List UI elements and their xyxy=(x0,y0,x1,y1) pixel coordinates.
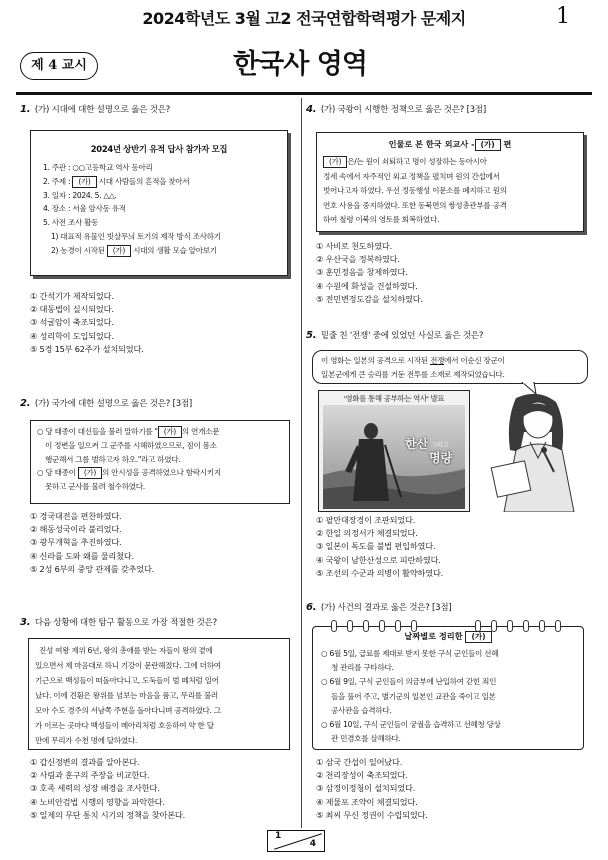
blank-ga: (가) xyxy=(107,245,131,257)
question-text: 다음 상황에 대한 탐구 활동으로 가장 적절한 것은? xyxy=(34,618,217,628)
poster-line: 2) 농경이 시작된 (가) 시대의 생활 모습 알아보기 xyxy=(51,245,217,255)
question-number: 1. xyxy=(20,104,31,115)
movie-title-1: 한산 xyxy=(405,437,429,451)
movie-title-2: 그리고 xyxy=(431,442,449,449)
note-line: 들을 풀어 주고, 별기군의 일본인 교관을 죽이고 일본 xyxy=(331,691,496,701)
option-4[interactable]: ④ 신라를 도와 왜를 물리쳤다. xyxy=(30,550,134,561)
option-5[interactable]: ⑤ 일제의 무단 통치 시기의 정책을 찾아본다. xyxy=(30,809,186,820)
bubble-line: 이 영화는 일본의 공격으로 시작된 전쟁에서 이순신 장군이 xyxy=(321,356,505,365)
source-line: 있으면서 제 마음대로 하니 기강이 문란해졌다. 그에 더하여 xyxy=(35,661,221,670)
column-divider xyxy=(301,98,302,828)
speech-bubble xyxy=(312,350,588,384)
option-5[interactable]: ⑤ 최씨 무신 정권이 수립되었다. xyxy=(316,809,428,820)
question-number: 6. xyxy=(306,602,317,613)
poster-line: 3. 일자 : 2024. 5. △△. xyxy=(43,190,117,200)
bubble-line: 일본군에게 큰 승리를 거둔 전투를 소재로 제작되었습니다. xyxy=(321,369,505,379)
q2-source-box xyxy=(30,420,290,504)
q3-options xyxy=(30,756,185,822)
option-5[interactable]: ⑤ 2성 6부의 중앙 관제를 갖추었다. xyxy=(30,563,155,574)
q5-options xyxy=(316,514,443,580)
q2-options xyxy=(30,510,154,576)
question-2 xyxy=(20,398,192,410)
option-3[interactable]: ③ 석굴암이 축조되었다. xyxy=(30,317,114,328)
blank-ga: (가) xyxy=(158,426,182,438)
question-text: (가) 시대에 대한 설명으로 옳은 것은? xyxy=(34,105,171,115)
source-line: ○ 당 태종이 대신들을 불러 말하기를 " (가) 의 연개소문 xyxy=(37,427,220,436)
option-3[interactable]: ③ 삼정이정청이 설치되었다. xyxy=(316,783,416,794)
option-1[interactable]: ① 삼국 간섭이 일어났다. xyxy=(316,757,403,767)
note-title: 날짜별로 정리한 (가) xyxy=(313,631,583,643)
option-4[interactable]: ④ 제물포 조약이 체결되었다. xyxy=(316,796,418,807)
poster-title: 2024년 상반기 유적 답사 참가자 모집 xyxy=(90,144,228,154)
box-title: 인물로 본 한국 외교사 - (가) 편 xyxy=(388,139,512,149)
option-5[interactable]: ⑤ 5경 15부 62주가 설치되었다. xyxy=(30,343,144,354)
q1-poster-box xyxy=(30,130,288,276)
header-divider xyxy=(16,92,592,95)
blank-ga: (가) xyxy=(465,631,491,643)
question-1 xyxy=(20,104,170,116)
text-line: 벗어나고자 하였다. 우선 정동행성 이문소를 폐지하고 원의 xyxy=(323,186,507,195)
question-3 xyxy=(20,617,217,629)
text-line: 정세 속에서 자주적인 외교 정책을 펼치며 원의 간섭에서 xyxy=(323,171,500,181)
poster-line: 1) 대표적 유물인 빗살무늬 토기의 제작 방식 조사하기 xyxy=(51,231,221,241)
source-line: 못하고 군사를 물려 철수하였다. xyxy=(45,482,145,492)
total-pages: 4 xyxy=(309,839,316,849)
source-line: 이 정변을 일으켜 그 군주를 시해하였으므로, 짐이 몸소 xyxy=(45,440,217,450)
option-1[interactable]: ① 경국대전을 편찬하였다. xyxy=(30,511,122,521)
q6-spiral-note xyxy=(312,626,584,750)
option-2[interactable]: ② 사림과 훈구의 주장을 비교한다. xyxy=(30,770,150,781)
underlined-war: 전쟁 xyxy=(430,356,445,365)
question-4 xyxy=(306,104,486,116)
question-text: 밑줄 친 '전쟁' 중에 있었던 사실로 옳은 것은? xyxy=(320,331,484,341)
q4-text-box xyxy=(316,132,584,232)
option-2[interactable]: ② 해동성국이라 불리었다. xyxy=(30,524,122,535)
question-number: 4. xyxy=(306,104,317,115)
note-line: ○ 6월 10일, 구식 군인들이 궁궐을 습격하고 선혜청 당상 xyxy=(321,720,501,730)
source-line: 행군해서 그를 벌하고자 하오."라고 하였다. xyxy=(45,454,181,464)
text-line: 하여 철령 이북의 영토를 회복하였다. xyxy=(323,215,440,224)
question-text: (가) 사건의 결과로 옳은 것은? [3점] xyxy=(320,603,452,613)
option-2[interactable]: ② 우산국을 정복하였다. xyxy=(316,254,400,265)
blank-ga: (가) xyxy=(72,176,96,188)
question-6 xyxy=(306,602,452,614)
option-1[interactable]: ① 사비로 천도하였다. xyxy=(316,241,393,251)
subject-title: 한국사 영역 xyxy=(233,49,367,80)
option-1[interactable]: ① 갑신정변의 결과를 알아본다. xyxy=(30,757,140,767)
option-4[interactable]: ④ 수원에 화성을 건설하였다. xyxy=(316,280,418,291)
note-line: 공사관을 습격하다. xyxy=(331,705,392,715)
note-line: ○ 6월 5일, 급료를 제대로 받지 못한 구식 군인들이 선혜 xyxy=(321,649,499,658)
option-2[interactable]: ② 한일 의정서가 체결되었다. xyxy=(316,528,418,539)
session-badge: 제 4 교시 xyxy=(20,52,98,80)
question-5 xyxy=(306,330,483,342)
option-1[interactable]: ① 팔만대장경이 조판되었다. xyxy=(316,515,416,525)
question-number: 2. xyxy=(20,398,31,409)
presenter-illustration xyxy=(478,392,582,512)
option-2[interactable]: ② 대동법이 실시되었다. xyxy=(30,304,114,315)
source-line: 가 이르는 곳마다 백성들이 메아리처럼 호응하여 약 한 달 xyxy=(35,721,214,730)
source-line: 진성 여왕 재위 6년, 왕의 총애를 받는 자들이 왕의 곁에 xyxy=(39,646,213,655)
source-line: 기근으로 백성들이 떠돌아다니고, 도둑들이 벌 떼처럼 일어 xyxy=(35,676,219,685)
poster-line: 1. 주관 : ○○고등학교 역사 동아리 xyxy=(43,163,153,172)
current-page: 1 xyxy=(275,831,282,841)
option-3[interactable]: ③ 일본이 독도를 불법 편입하였다. xyxy=(316,541,436,552)
note-line: 관 민겸호를 살해하다. xyxy=(331,734,401,744)
source-line: 모아 수도 경주의 서남쪽 주현을 돌아다니며 공격하였다. 그 xyxy=(35,706,221,715)
note-line: ○ 6월 9일, 구식 군인들이 의금부에 난입하여 갇힌 죄인 xyxy=(321,677,497,687)
page-number: 1 xyxy=(556,4,570,29)
question-text: (가) 국가에 대한 설명으로 옳은 것은? [3점] xyxy=(34,399,193,409)
source-line: 만에 무리가 수천 명에 달하였다. xyxy=(35,736,138,745)
q3-source-box xyxy=(28,638,290,750)
presentation-title: '영화를 통해 공부하는 역사' 발표 xyxy=(343,394,445,403)
option-4[interactable]: ④ 국왕이 남한산성으로 피란하였다. xyxy=(316,554,441,565)
presentation-screen xyxy=(318,390,470,512)
blank-ga: (가) xyxy=(323,156,347,168)
q6-options xyxy=(316,756,428,822)
option-4[interactable]: ④ 성리학이 도입되었다. xyxy=(30,330,114,341)
q1-options xyxy=(30,290,144,356)
q4-options xyxy=(316,240,423,306)
source-line: ○ 당 태종이 (가) 의 안시성을 공격하였으나 함락시키지 xyxy=(37,468,221,478)
option-3[interactable]: ③ 훈민정음을 창제하였다. xyxy=(316,267,408,278)
poster-line: 5. 사전 조사 활동 xyxy=(43,218,99,228)
exam-title: 2024학년도 3월 고2 전국연합학력평가 문제지 xyxy=(142,9,466,28)
page-indicator xyxy=(267,830,325,852)
option-1[interactable]: ① 간석기가 제작되었다. xyxy=(30,291,114,301)
blank-ga: (가) xyxy=(78,467,102,479)
option-2[interactable]: ② 천리장성이 축조되었다. xyxy=(316,770,408,781)
question-text: (가) 국왕이 시행한 정책으로 옳은 것은? [3점] xyxy=(320,105,487,115)
note-line: 청 관리를 구타하다. xyxy=(331,663,394,673)
question-number: 5. xyxy=(306,330,317,341)
text-line: 연호 사용을 중지하였다. 또한 동북면의 쌍성총관부를 공격 xyxy=(323,200,507,210)
option-5[interactable]: ⑤ 전민변정도감을 설치하였다. xyxy=(316,293,423,304)
blank-ga: (가) xyxy=(475,139,501,151)
text-line: (가) 은/는 원이 쇠퇴하고 명이 성장하는 동아시아 xyxy=(323,155,581,170)
option-4[interactable]: ④ 노비안검법 시행의 영향을 파악한다. xyxy=(30,796,165,807)
option-3[interactable]: ③ 광무개혁을 추진하였다. xyxy=(30,537,122,548)
movie-title-3: 명량 xyxy=(429,451,453,465)
poster-line: 2. 주제 : (가) 시대 사람들의 흔적을 찾아서 xyxy=(43,176,190,186)
source-line: 났다. 이에 견훤은 왕위를 넘보는 마음을 품고, 무리를 불러 xyxy=(35,691,218,700)
poster-line: 4. 장소 : 서울 암사동 유적 xyxy=(43,204,126,214)
option-5[interactable]: ⑤ 조선의 수군과 의병이 활약하였다. xyxy=(316,567,444,578)
question-number: 3. xyxy=(20,617,31,628)
option-3[interactable]: ③ 호족 세력의 성장 배경을 조사한다. xyxy=(30,783,160,794)
